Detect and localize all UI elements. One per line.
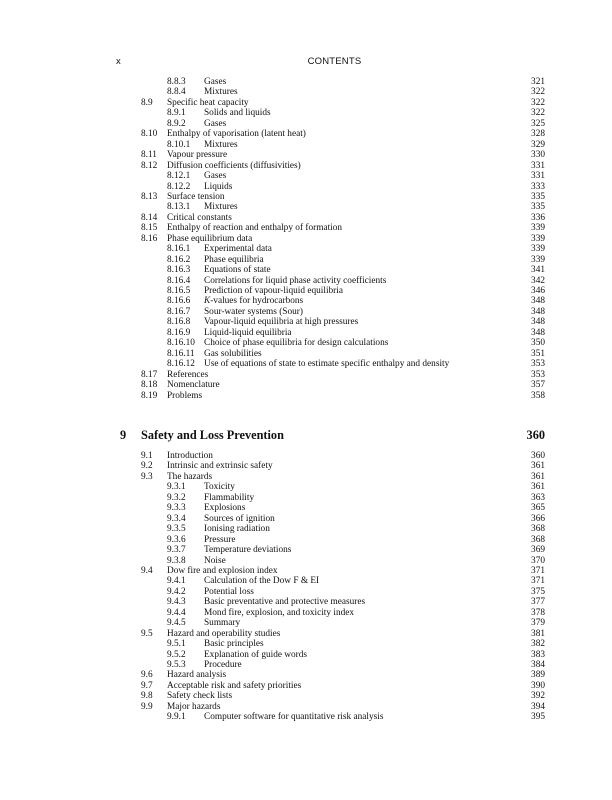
- page-number: x: [116, 56, 121, 67]
- toc-entry-page: 371: [531, 576, 545, 587]
- toc-entry-title: Mixtures: [204, 139, 238, 150]
- toc-entry-number: 8.10.1: [167, 139, 191, 150]
- toc-entry-title: Gas solubilities: [204, 348, 262, 359]
- toc-entry: [167, 317, 545, 328]
- toc-entry: [167, 202, 545, 213]
- toc-entry-number: 8.18: [141, 380, 158, 391]
- toc-entry-page: 381: [531, 628, 545, 639]
- toc-entry: [167, 77, 545, 88]
- toc-entry: [167, 87, 545, 98]
- toc-entry-number: 9.3.6: [167, 534, 186, 545]
- toc-entry-page: 357: [531, 380, 545, 391]
- toc-entry: [167, 639, 545, 650]
- toc-entry-number: 9.3.7: [167, 545, 186, 556]
- toc-entry-page: 348: [531, 296, 545, 307]
- toc-entry-page: 365: [531, 503, 545, 514]
- toc-entry-title: Critical constants: [167, 212, 232, 223]
- toc-entry-number: 8.16.8: [167, 317, 191, 328]
- running-header: [116, 56, 553, 70]
- toc-entry-number: 8.16.7: [167, 306, 191, 317]
- toc-entry-page: 383: [531, 649, 545, 660]
- toc-entry-title: K-values for hydrocarbons: [204, 296, 304, 307]
- toc-entry-page: 361: [531, 461, 545, 472]
- toc-entry-title: Sources of ignition: [204, 513, 275, 524]
- toc-entry-page: 389: [531, 670, 545, 681]
- toc-entry-number: 8.16.6: [167, 296, 191, 307]
- toc-entry: [141, 129, 545, 140]
- chapter-title: Safety and Loss Prevention: [141, 428, 284, 442]
- toc-entry-title: Prediction of vapour-liquid equilibria: [204, 286, 343, 296]
- toc-entry-page: 379: [531, 618, 545, 629]
- toc-entry-title: Basic preventative and protective measures: [204, 597, 366, 608]
- toc-entry-number: 9.2: [141, 461, 153, 472]
- toc-entry-number: 9.3.4: [167, 513, 186, 524]
- toc-entry: [141, 461, 545, 472]
- toc-entry-page: 370: [531, 555, 545, 566]
- toc-entry-title: Sour-water systems (Sour): [204, 306, 303, 317]
- toc-entry: [141, 670, 545, 681]
- toc-entry-number: 8.16.2: [167, 254, 191, 265]
- toc-entry-page: 377: [531, 597, 545, 608]
- toc-entry: [167, 597, 545, 608]
- toc-entry-title: Potential loss: [204, 586, 254, 597]
- toc-entry-title: Calculation of the Dow F & EI: [204, 576, 320, 587]
- toc-entry-title: Diffusion coefficients (diffusivities): [167, 160, 301, 171]
- toc-entry-title: Correlations for liquid phase activity coefficients: [204, 275, 387, 286]
- toc-entry: [167, 587, 545, 598]
- toc-entry-title: References: [167, 369, 209, 380]
- toc-entry-title: Explanation of guide words: [204, 649, 308, 660]
- toc-entry-number: 8.16.11: [167, 348, 195, 359]
- toc-entry-number: 9.4.3: [167, 597, 186, 608]
- toc-entry-page: 353: [531, 359, 545, 370]
- toc-entry-title: Equations of state: [204, 265, 271, 276]
- toc-entry: [167, 182, 545, 193]
- toc-entry-number: 9.4.4: [167, 607, 186, 618]
- toc-entry-number: 9.5.2: [167, 649, 186, 660]
- toc-entry-title: The hazards: [167, 471, 213, 482]
- toc-entry-number: 8.16.3: [167, 265, 191, 276]
- toc-entry-title: Enthalpy of reaction and enthalpy of formation: [167, 223, 343, 234]
- toc-entry-number: 9.3: [141, 471, 153, 482]
- toc-entry-page: 353: [531, 369, 545, 380]
- toc-entry-page: 333: [531, 181, 545, 192]
- toc-entry-title: Solids and liquids: [204, 108, 271, 119]
- toc-entry-title: Introduction: [167, 451, 213, 461]
- toc-entry-page: 325: [531, 118, 545, 129]
- toc-entry-title: Flammability: [204, 492, 255, 503]
- toc-entry-page: 351: [531, 348, 545, 359]
- toc-entry: [141, 98, 545, 109]
- toc-entry-title: Gases: [204, 77, 227, 87]
- toc-entry-title: Liquid-liquid equilibria: [204, 327, 292, 338]
- toc-entry-title: Phase equilibrium data: [167, 233, 253, 244]
- toc-entry-number: 8.12.1: [167, 171, 191, 182]
- toc-entry-title: Summary: [204, 618, 241, 629]
- toc-entry: [167, 171, 545, 182]
- toc-entry-number: 9.7: [141, 680, 153, 691]
- toc-entry-number: 8.16.4: [167, 275, 191, 286]
- toc-entry-title: Phase equilibria: [204, 254, 264, 265]
- toc-entry: [167, 660, 545, 671]
- toc-entry: [167, 265, 545, 276]
- toc-entry: [141, 192, 545, 203]
- toc-entry: [141, 472, 545, 483]
- toc-entry-page: 368: [531, 524, 545, 535]
- toc-entry-title: Choice of phase equilibria for design calculations: [204, 338, 389, 349]
- toc-entry-number: 9.1: [141, 451, 153, 461]
- toc-entry-number: 9.3.2: [167, 492, 186, 503]
- toc-entry: [167, 618, 545, 629]
- toc-entry: [141, 223, 545, 234]
- toc-entry-page: 322: [531, 108, 545, 119]
- toc-entry-page: 346: [531, 286, 545, 296]
- toc-entry-title: Major hazards: [167, 701, 221, 712]
- toc-entry-title: Problems: [167, 390, 203, 401]
- toc-entry-page: 382: [531, 639, 545, 650]
- toc-entry-number: 9.5.3: [167, 660, 186, 670]
- toc-entry-number: 8.16.10: [167, 338, 195, 349]
- toc-entry-number: 8.9: [141, 97, 153, 108]
- toc-entry-number: 9.6: [141, 670, 153, 681]
- toc-entry: [167, 338, 545, 349]
- toc-entry-title: Intrinsic and extrinsic safety: [167, 461, 273, 472]
- toc-entry-number: 8.17: [141, 369, 158, 380]
- toc-entry-number: 9.3.8: [167, 555, 186, 566]
- toc-entry-number: 8.13: [141, 191, 158, 202]
- toc-entry-number: 8.14: [141, 212, 158, 223]
- toc-entry-number: 8.15: [141, 223, 158, 234]
- toc-entry-title: Toxicity: [204, 482, 235, 493]
- toc-entry-page: 360: [531, 451, 545, 461]
- toc-entry: [141, 629, 545, 640]
- toc-entry-number: 8.8.4: [167, 87, 186, 98]
- toc-entry-page: 394: [531, 701, 545, 712]
- toc-entry: [167, 545, 545, 556]
- toc-entry: [167, 276, 545, 287]
- toc-entry-page: 335: [531, 191, 545, 202]
- toc-entry-title: Enthalpy of vaporisation (latent heat): [167, 129, 306, 140]
- toc-entry-number: 9.9: [141, 701, 153, 712]
- toc-entry: [167, 556, 545, 567]
- toc-entry-page: 339: [531, 244, 545, 255]
- toc-entry-page: 348: [531, 306, 545, 317]
- toc-entry-page: 358: [531, 390, 545, 401]
- toc-entry: [167, 108, 545, 119]
- toc-entry-page: 384: [531, 660, 545, 670]
- toc-entry: [167, 244, 545, 255]
- toc-entry-page: 350: [531, 338, 545, 349]
- toc-entry-title: Mond fire, explosion, and toxicity index: [204, 607, 355, 618]
- toc-entry-page: 341: [531, 265, 545, 276]
- toc-entry-title: Hazard analysis: [167, 670, 227, 681]
- toc-entry-title: Pressure: [204, 534, 236, 545]
- toc-entry-title: Surface tension: [167, 191, 225, 202]
- toc-entry-number: 9.3.5: [167, 524, 186, 535]
- toc-entry-page: 336: [531, 212, 545, 223]
- toc-entry-title: Acceptable risk and safety priorities: [167, 680, 302, 691]
- toc-entry: [167, 493, 545, 504]
- toc-entry-title: Use of equations of state to estimate specific enthalpy and density: [204, 359, 450, 370]
- toc-entry: [167, 608, 545, 619]
- toc-entry-title: Computer software for quantitative risk analysis: [204, 712, 384, 723]
- toc-entry: [167, 535, 545, 546]
- toc-entry-page: 342: [531, 275, 545, 286]
- toc-entry-page: 339: [531, 254, 545, 265]
- toc-entry-number: 8.16.5: [167, 286, 191, 296]
- toc-entry-page: 331: [531, 171, 545, 182]
- toc-entry-title: Mixtures: [204, 87, 238, 98]
- toc-entry-number: 8.9.1: [167, 108, 186, 119]
- toc-entry: [141, 370, 545, 381]
- toc-entry-title: Hazard and operability studies: [167, 628, 281, 639]
- toc-entry-page: 330: [531, 150, 545, 161]
- toc-entry-number: 9.5: [141, 628, 153, 639]
- toc-entry: [167, 524, 545, 535]
- toc-entry-page: 392: [531, 691, 545, 702]
- toc-entry-number: 8.16.1: [167, 244, 191, 255]
- toc-entry-number: 8.10: [141, 129, 158, 140]
- toc-entry: [167, 307, 545, 318]
- toc-entry-title: Ionising radiation: [204, 524, 270, 535]
- toc-entry-page: 329: [531, 139, 545, 150]
- toc-entry-page: 339: [531, 233, 545, 244]
- toc-entry-title: Specific heat capacity: [167, 97, 249, 108]
- toc-entry-page: 395: [531, 712, 545, 723]
- toc-entry-title: Dow fire and explosion index: [167, 565, 278, 576]
- toc-entry-page: 331: [531, 160, 545, 171]
- toc-entry-title: Vapour-liquid equilibria at high pressures: [204, 317, 359, 328]
- toc-entry-number: 8.9.2: [167, 118, 186, 129]
- toc-entry: [141, 691, 545, 702]
- toc-entry-page: 322: [531, 97, 545, 108]
- toc-entry-title: Temperature deviations: [204, 545, 292, 556]
- toc-entry-number: 8.12: [141, 160, 158, 171]
- toc-entry-page: 371: [531, 565, 545, 576]
- toc-entry-number: 8.12.2: [167, 181, 191, 192]
- toc-entry: [167, 255, 545, 266]
- toc-entry-page: 378: [531, 607, 545, 618]
- toc-entry: [141, 161, 545, 172]
- toc-entry-page: 368: [531, 534, 545, 545]
- toc-entry-page: 390: [531, 680, 545, 691]
- toc-entry: [167, 712, 545, 723]
- toc-entry: [141, 391, 545, 402]
- toc-entry-page: 361: [531, 482, 545, 493]
- toc-entry-number: 8.13.1: [167, 202, 191, 213]
- toc-entry: [167, 296, 545, 307]
- toc-entry-number: 8.16.9: [167, 327, 191, 338]
- chapter-heading: [116, 427, 545, 443]
- chapter-number: 9: [120, 428, 127, 442]
- toc-entry-title: Liquids: [204, 181, 233, 192]
- toc-entry-title: Nomenclature: [167, 380, 220, 391]
- toc-entry-number: 9.4.2: [167, 586, 186, 597]
- toc-entry-page: 369: [531, 545, 545, 556]
- toc-entry: [167, 576, 545, 587]
- toc-entry-number: 9.8: [141, 691, 153, 702]
- toc-entry-number: 9.5.1: [167, 639, 186, 650]
- toc-entry-number: 8.8.3: [167, 77, 186, 87]
- toc-entry-page: 361: [531, 471, 545, 482]
- toc-entry-title: Mixtures: [204, 202, 238, 213]
- toc-entry: [141, 150, 545, 161]
- toc-entry: [167, 503, 545, 514]
- toc-entry-number: 9.4: [141, 565, 153, 576]
- toc-entry: [141, 234, 545, 245]
- toc-entry-number: 8.16: [141, 233, 158, 244]
- toc-entry-page: 348: [531, 327, 545, 338]
- toc-entry-number: 9.4.5: [167, 618, 186, 629]
- toc-entry: [141, 380, 545, 391]
- toc-entry-number: 8.19: [141, 390, 158, 401]
- toc-entry: [167, 359, 545, 370]
- toc-entry-page: 348: [531, 317, 545, 328]
- toc-entry: [167, 650, 545, 661]
- toc-entry-number: 9.9.1: [167, 712, 186, 723]
- toc-entry-title: Experimental data: [204, 244, 272, 255]
- toc-entry-title: Gases: [204, 171, 227, 182]
- toc-entry-title: Safety check lists: [167, 691, 233, 702]
- toc-entry: [167, 482, 545, 493]
- toc-entry-page: 335: [531, 202, 545, 213]
- chapter-page: 360: [526, 428, 545, 442]
- toc-entry-number: 9.3.3: [167, 503, 186, 514]
- toc-entry-number: 9.3.1: [167, 482, 186, 493]
- toc-entry-page: 339: [531, 223, 545, 234]
- toc-entry-page: 366: [531, 513, 545, 524]
- toc-entry-page: 322: [531, 87, 545, 98]
- toc-entry-page: 363: [531, 492, 545, 503]
- toc-entry-title: Vapour pressure: [167, 150, 228, 161]
- running-title: CONTENTS: [307, 56, 362, 67]
- toc-entry-title: Procedure: [204, 660, 242, 670]
- toc-entry-number: 8.16.12: [167, 359, 195, 370]
- toc-entry-title: Noise: [204, 555, 226, 566]
- toc-entry-page: 375: [531, 586, 545, 597]
- toc-entry-title: Gases: [204, 118, 227, 129]
- toc-entry: [141, 566, 545, 577]
- toc-entry-title: Explosions: [204, 503, 246, 514]
- toc-entry: [167, 514, 545, 525]
- toc-entry-title: Basic principles: [204, 639, 264, 650]
- toc-entry-page: 321: [531, 77, 545, 87]
- toc-entry-page: 328: [531, 129, 545, 140]
- toc-entry: [167, 140, 545, 151]
- toc-entry-number: 9.4.1: [167, 576, 186, 587]
- toc-entry-number: 8.11: [141, 150, 157, 161]
